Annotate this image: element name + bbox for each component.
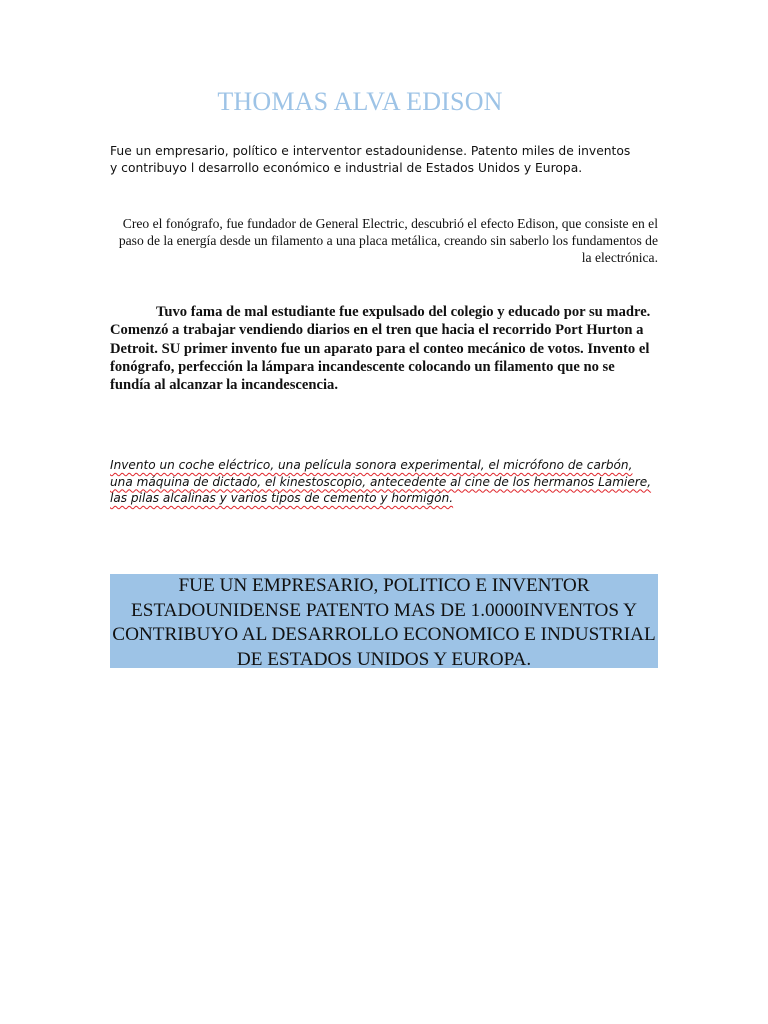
highlight-box: [110, 574, 658, 668]
document-title: THOMAS ALVA EDISON: [217, 87, 503, 116]
paragraph-intro: Fue un empresario, político e interventor estadounidense. Patento miles de inventos y contribuyo l desarrollo económico e industrial de Estados Unidos y Europa.: [110, 144, 631, 175]
paragraph-inventions: [110, 457, 658, 507]
spellcheck-underlined-text: Invento un coche eléctrico, una película sonora experimental, el micrófono de carbón, una máquina de dictado, el kinestoscopio, antecedente al cine de los hermanos Lamiere, las pilas alcalinas y varios tipos de cemento y hormigón.: [110, 458, 652, 505]
highlight-box-text: FUE UN EMPRESARIO, POLITICO E INVENTOR ESTADOUNIDENSE PATENTO MAS DE 1.0000INVENTOS Y CONTRIBUYO AL DESARROLLO ECONOMICO E INDUSTRIAL DE ESTADOS UNIDOS Y EUROPA.: [112, 575, 656, 670]
paragraph-biography: Tuvo fama de mal estudiante fue expulsado del colegio y educado por su madre. Comenzó a trabajar vendiendo diarios en el tren que hacia el recorrido Port Hurton a Detroit. SU primer invento fue un aparato para el conteo mecánico de votos. Invento el fonógrafo, perfección la lámpara incandescente colocando un filamento que no se fundía al alcanzar la incandescencia.: [110, 304, 651, 394]
paragraph-phonograph: Creo el fonógrafo, fue fundador de General Electric, descubrió el efecto Edison, que consiste en el paso de la energía desde un filamento a una placa metálica, creando sin saberlo los fundamentos de la electrónica.: [118, 216, 658, 265]
